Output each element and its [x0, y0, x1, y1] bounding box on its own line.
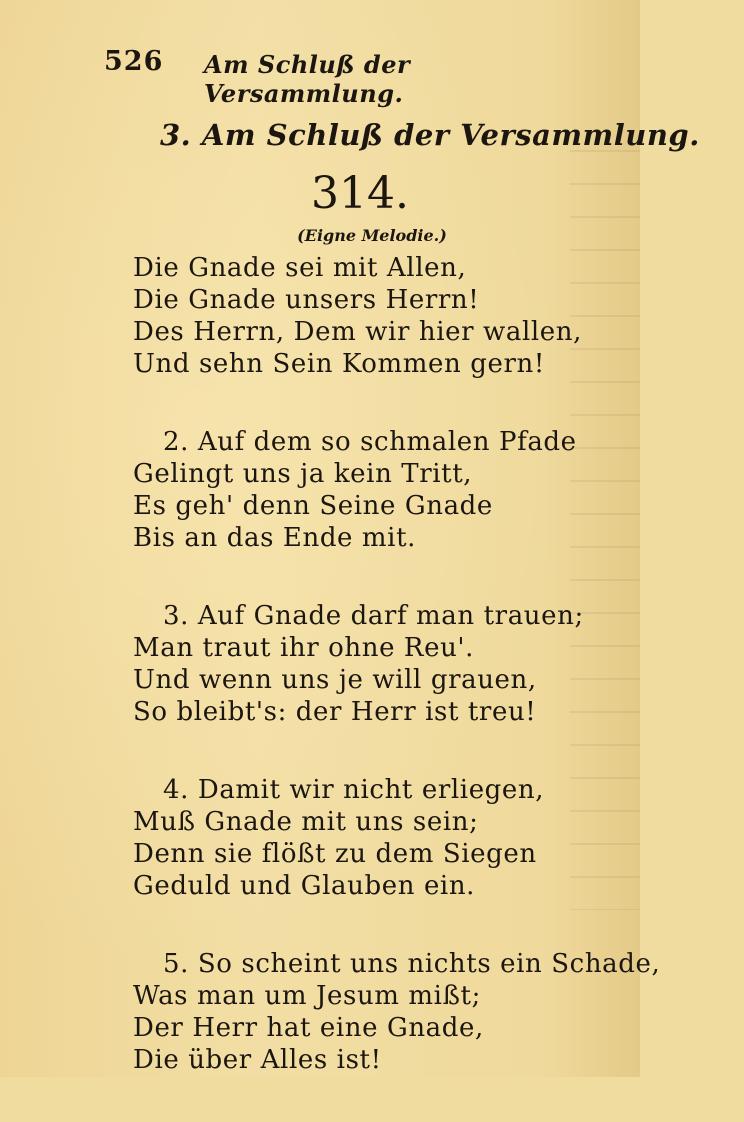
verse-line: 5. So scheint uns nichts ein Schade,	[163, 949, 661, 979]
verse-line: Die Gnade unsers Herrn!	[133, 285, 480, 315]
verse-line: Denn sie flößt zu dem Siegen	[133, 839, 537, 869]
verse-line: Und sehn Sein Kommen gern!	[133, 349, 545, 379]
tune-note: (Eigne Melodie.)	[297, 226, 447, 245]
stanza-1	[133, 252, 633, 380]
section-title: 3. Am Schluß der Versammlung.	[160, 118, 700, 152]
verse-line: Die über Alles ist!	[133, 1045, 382, 1075]
running-header	[104, 46, 564, 108]
stanza-3	[133, 600, 633, 728]
stanza-2	[133, 426, 633, 554]
verse-line: So bleibt's: der Herr ist treu!	[133, 697, 537, 727]
verse-line: 4. Damit wir nicht erliegen,	[163, 775, 545, 805]
running-title: Am Schluß der Versammlung.	[204, 50, 411, 108]
verse-line: Geduld und Glauben ein.	[133, 871, 476, 901]
verse-line: 3. Auf Gnade darf man trauen;	[163, 601, 584, 631]
stanza-4	[133, 774, 633, 902]
verse-line: Und wenn uns je will grauen,	[133, 665, 537, 695]
verse-line: Es geh' denn Seine Gnade	[133, 491, 493, 521]
verse-line: Die Gnade sei mit Allen,	[133, 253, 467, 283]
verse-line: Der Herr hat eine Gnade,	[133, 1013, 484, 1043]
stanza-5	[133, 948, 661, 1076]
page-number: 526	[104, 46, 164, 77]
verse-line: 2. Auf dem so schmalen Pfade	[163, 427, 577, 457]
hymn-text	[133, 252, 661, 1122]
verse-line: Des Herrn, Dem wir hier wallen,	[133, 317, 582, 347]
hymn-number: 314.	[311, 168, 409, 219]
verse-line: Bis an das Ende mit.	[133, 523, 416, 553]
verse-line: Was man um Jesum mißt;	[133, 981, 481, 1011]
verse-line: Gelingt uns ja kein Tritt,	[133, 459, 473, 489]
verse-line: Man traut ihr ohne Reu'.	[133, 633, 475, 663]
verse-line: Muß Gnade mit uns sein;	[133, 807, 479, 837]
